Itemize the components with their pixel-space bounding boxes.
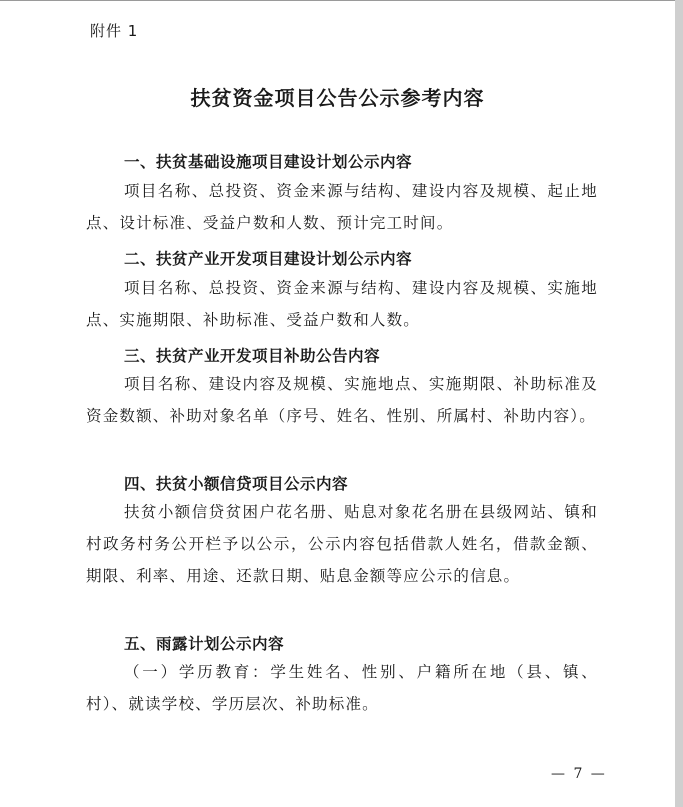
section-heading-4: 四、扶贫小额信贷项目公示内容 — [124, 475, 349, 493]
section-heading-5: 五、雨露计划公示内容 — [124, 635, 285, 653]
section-heading-3: 三、扶贫产业开发项目补助公告内容 — [124, 347, 381, 365]
page-number: — 7 — — [551, 766, 607, 782]
attachment-label: 附件 1 — [90, 22, 139, 40]
section-body-4: 扶贫小额信贷贫困户花名册、贴息对象花名册在县级网站、镇和村政务村务公开栏予以公示，公示内容包括借款人姓名，借款金额、期限、利率、用途、还款日期、贴息金额等应公示的信息。 — [86, 503, 598, 585]
section-heading-1: 一、扶贫基础设施项目建设计划公示内容 — [124, 153, 413, 171]
section-body-2: 项目名称、总投资、资金来源与结构、建设内容及规模、实施地点、实施期限、补助标准、受益户数和人数。 — [86, 279, 598, 329]
section-heading-2: 二、扶贫产业开发项目建设计划公示内容 — [124, 250, 413, 268]
section-body-1: 项目名称、总投资、资金来源与结构、建设内容及规模、起止地点、设计标准、受益户数和人数、预计完工时间。 — [86, 182, 598, 232]
scrollbar-track[interactable] — [675, 0, 683, 807]
document-title: 扶贫资金项目公告公示参考内容 — [190, 86, 485, 110]
section-body-5: （一）学历教育：学生姓名、性别、户籍所在地（县、镇、村）、就读学校、学历层次、补助标准。 — [86, 663, 598, 713]
section-body-3: 项目名称、建设内容及规模、实施地点、实施期限、补助标准及资金数额、补助对象名单（序号、姓名、性别、所属村、补助内容）。 — [86, 375, 598, 425]
